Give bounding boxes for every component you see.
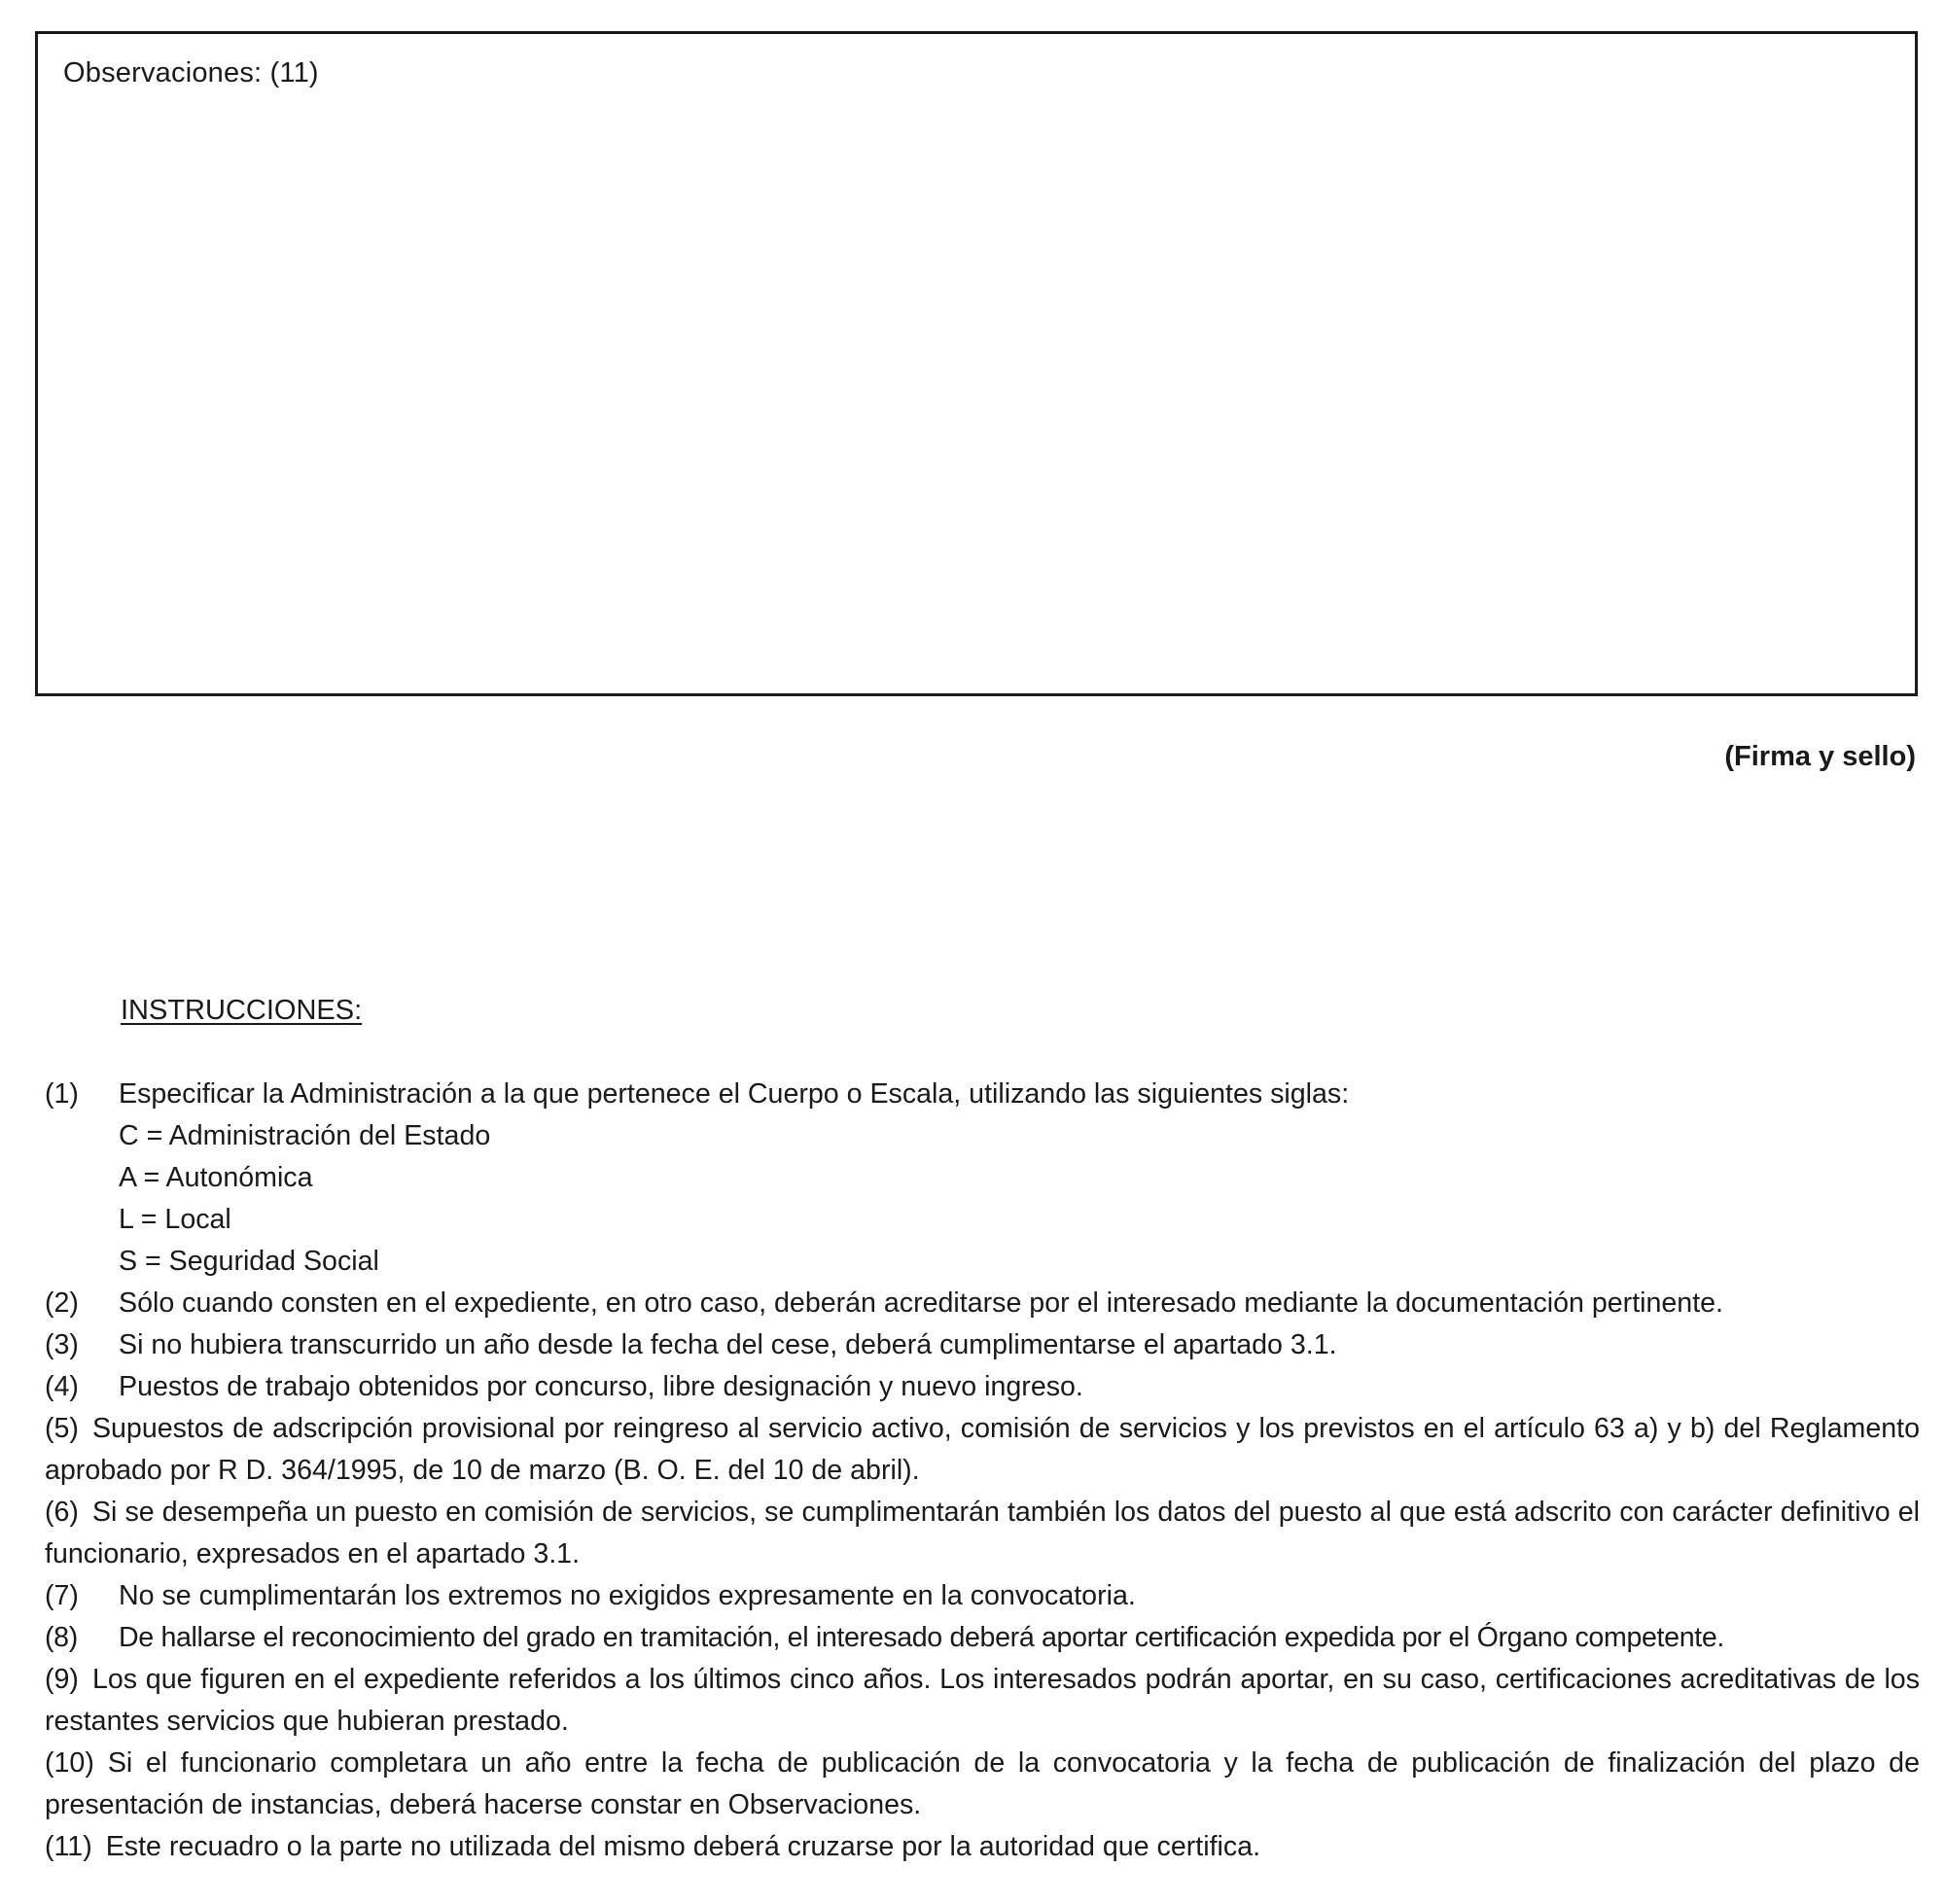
note-2 [45, 1283, 1920, 1324]
observations-label: Observaciones: (11) [63, 57, 319, 88]
note-4 [45, 1366, 1920, 1408]
note-number: (6) [45, 1497, 79, 1528]
note-text: De hallarse el reconocimiento del grado en tramitación, el interesado deberá aportar certificación expedida por el Órgano competente. [119, 1622, 1724, 1653]
note-text: Los que figuren en el expediente referidos a los últimos cinco años. Los interesados podrán aportar, en su caso, certificaciones acreditativas de los restantes servicios que hubieran prestado. [45, 1664, 1920, 1737]
note-text: Si se desempeña un puesto en comisión de servicios, se cumplimentarán también los datos del puesto al que está adscrito con carácter definitivo el funcionario, expresados en el apartado 3.1. [45, 1497, 1920, 1569]
code-item: A = Autonómica [119, 1162, 313, 1193]
note-number: (1) [45, 1078, 79, 1110]
note-3 [45, 1324, 1920, 1366]
note-number: (8) [45, 1622, 78, 1653]
note-text: Especificar la Administración a la que pertenece el Cuerpo o Escala, utilizando las siguientes siglas: [119, 1078, 1350, 1110]
note-text: Este recuadro o la parte no utilizada del mismo deberá cruzarse por la autoridad que certifica. [105, 1831, 1261, 1862]
code-item: C = Administración del Estado [119, 1120, 491, 1151]
instructions-list [45, 1074, 1920, 1868]
note-5 [45, 1408, 1920, 1492]
note-6 [45, 1492, 1920, 1575]
note-1 [45, 1074, 1920, 1115]
note-number: (9) [45, 1664, 79, 1695]
note-8 [45, 1617, 1920, 1659]
note-number: (5) [45, 1413, 79, 1444]
instructions-title: INSTRUCCIONES: [121, 995, 363, 1026]
note-text: Si el funcionario completara un año entre la fecha de publicación de la convocatoria y la fecha de publicación de finalización del plazo de presentación de instancias, deberá hacerse constar en Observaciones. [45, 1747, 1920, 1820]
observations-box [35, 31, 1918, 696]
signature-label: (Firma y sello) [1724, 741, 1916, 772]
note-7 [45, 1575, 1920, 1617]
note-number: (7) [45, 1580, 79, 1611]
note-11 [45, 1826, 1920, 1868]
note-9 [45, 1659, 1920, 1743]
note-text: Puestos de trabajo obtenidos por concurso, libre designación y nuevo ingreso. [119, 1371, 1083, 1402]
note-text: Si no hubiera transcurrido un año desde la fecha del cese, deberá cumplimentarse el apartado 3.1. [119, 1329, 1337, 1360]
note-number: (10) [45, 1747, 94, 1779]
note-text: No se cumplimentarán los extremos no exigidos expresamente en la convocatoria. [119, 1580, 1136, 1611]
code-item: S = Seguridad Social [119, 1246, 379, 1277]
note-10 [45, 1743, 1920, 1826]
note-text: Sólo cuando consten en el expediente, en otro caso, deberán acreditarse por el interesado mediante la documentación pertinente. [119, 1287, 1724, 1319]
code-item: L = Local [119, 1204, 231, 1235]
note-number: (3) [45, 1329, 79, 1360]
note-number: (2) [45, 1287, 79, 1319]
note-number: (11) [45, 1831, 92, 1862]
note-number: (4) [45, 1371, 79, 1402]
note-text: Supuestos de adscripción provisional por reingreso al servicio activo, comisión de servicios y los previstos en el artículo 63 a) y b) del Reglamento aprobado por R D. 364/1995, de 10 de marzo (B. O. E. del 10 de abril). [45, 1413, 1920, 1486]
